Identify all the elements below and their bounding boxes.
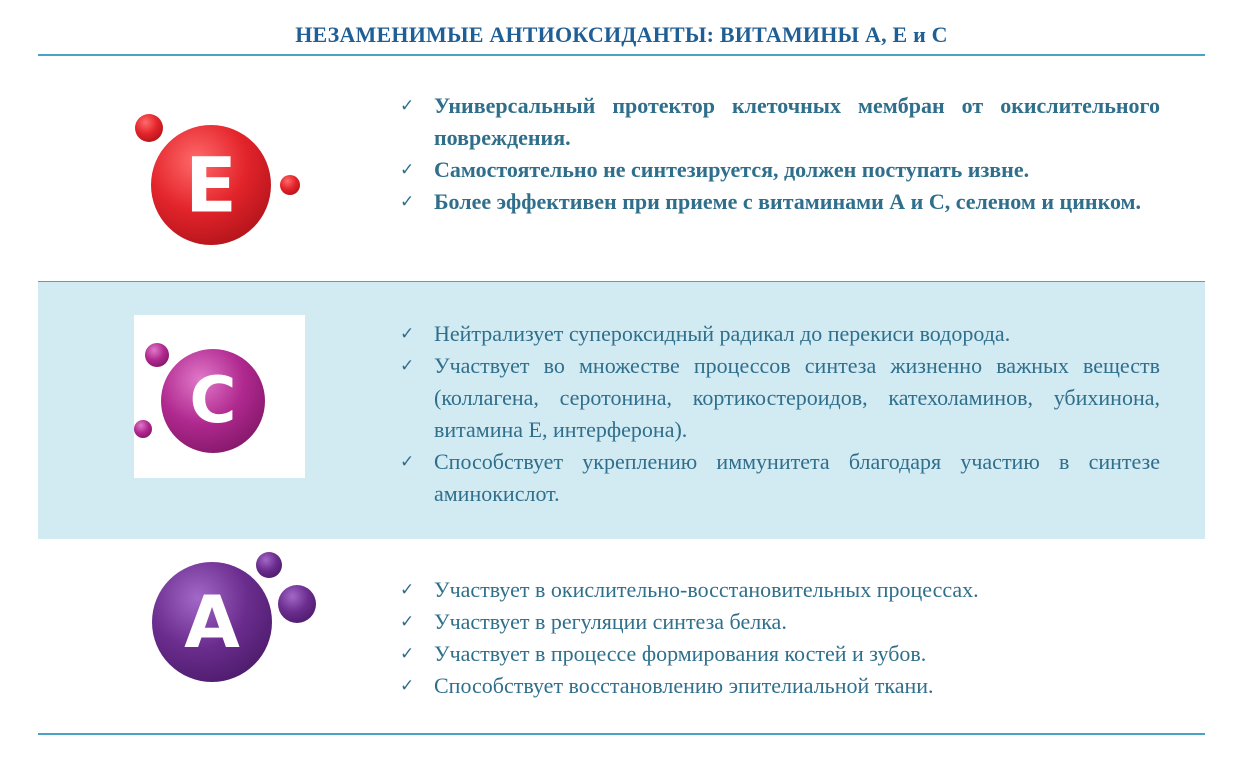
list-item: ✓ Универсальный протектор клеточных мембран от окислительного повреждения. [400, 90, 1160, 154]
checkmark-icon: ✓ [400, 160, 415, 180]
vitamin-c-letter: C [189, 364, 237, 438]
list-item: ✓ Участвует в регуляции синтеза белка. [400, 606, 1160, 638]
page-title: НЕЗАМЕНИМЫЕ АНТИОКСИДАНТЫ: ВИТАМИНЫ А, Е и С [295, 22, 948, 47]
checkmark-icon: ✓ [400, 612, 415, 632]
vitamin-a-icon [140, 548, 325, 688]
list-item: ✓ Участвует во множестве процессов синтеза жизненно важных веществ (коллагена, серотонина, кортикостероидов, катехоламинов, убихинона, витамина Е, интерферона). [400, 350, 1160, 446]
vitamin-e-icon [125, 108, 310, 258]
vitamin-c-icon [134, 315, 305, 478]
vitamin-e-list [400, 90, 1160, 218]
checkmark-icon: ✓ [400, 676, 415, 696]
vitamin-e-letter: E [185, 140, 237, 230]
list-item: ✓ Способствует укреплению иммунитета благодаря участию в синтезе аминокислот. [400, 446, 1160, 510]
vitamin-c-list [400, 318, 1160, 510]
divider-bottom [38, 733, 1205, 735]
checkmark-icon: ✓ [400, 452, 415, 472]
list-item: ✓ Самостоятельно не синтезируется, должен поступать извне. [400, 154, 1160, 186]
checkmark-icon: ✓ [400, 644, 415, 664]
checkmark-icon: ✓ [400, 192, 415, 212]
list-item: ✓ Способствует восстановлению эпителиальной ткани. [400, 670, 1160, 702]
vitamin-a-letter: A [184, 580, 240, 664]
vitamin-a-list [400, 574, 1160, 702]
divider-top [38, 54, 1205, 56]
checkmark-icon: ✓ [400, 324, 415, 344]
checkmark-icon: ✓ [400, 96, 415, 116]
list-item: ✓ Нейтрализует супероксидный радикал до перекиси водорода. [400, 318, 1160, 350]
list-item: ✓ Участвует в процессе формирования костей и зубов. [400, 638, 1160, 670]
checkmark-icon: ✓ [400, 580, 415, 600]
list-item: ✓ Участвует в окислительно-восстановительных процессах. [400, 574, 1160, 606]
checkmark-icon: ✓ [400, 356, 415, 376]
list-item: ✓ Более эффективен при приеме с витаминами А и С, селеном и цинком. [400, 186, 1160, 218]
